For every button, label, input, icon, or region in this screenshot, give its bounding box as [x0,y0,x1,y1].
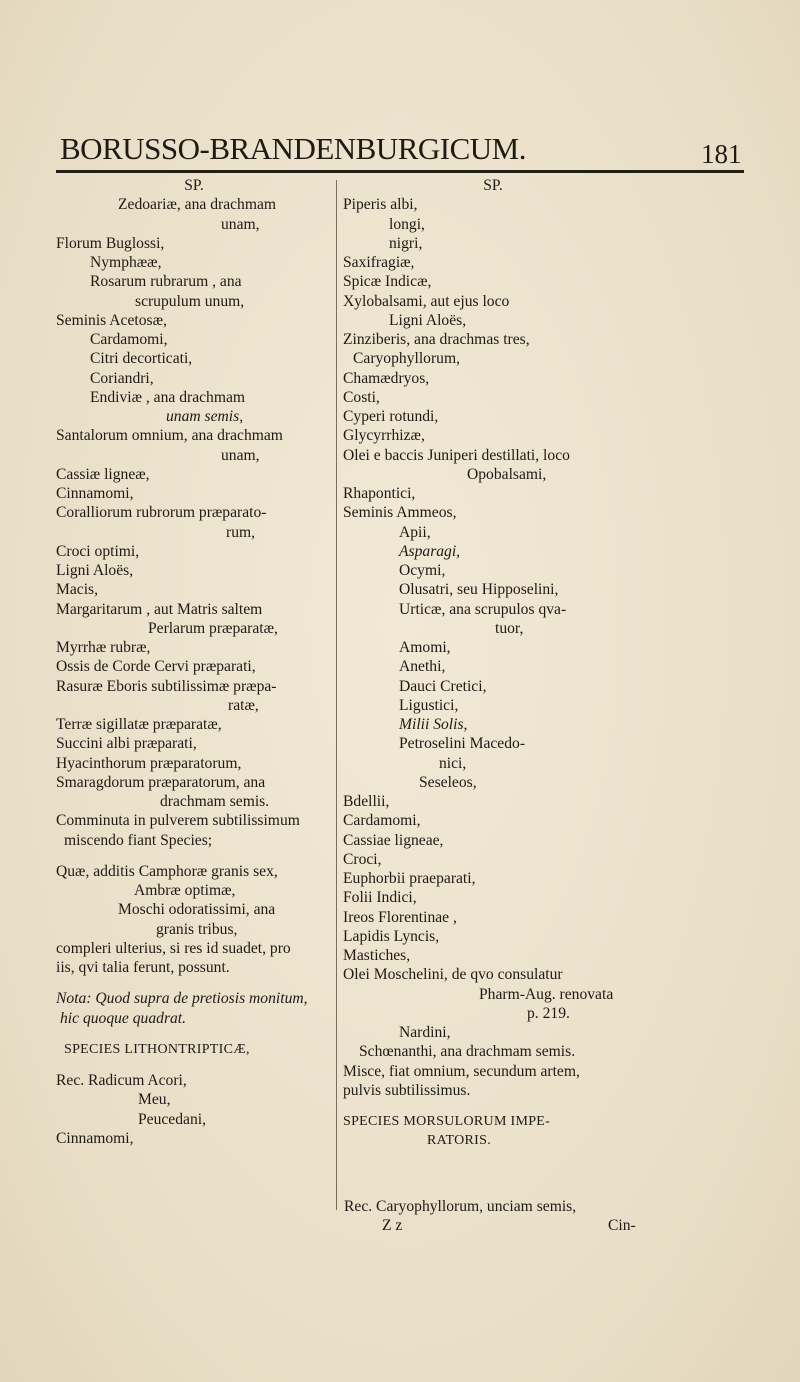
text-line: Pharm-Aug. renovata [479,985,614,1003]
running-title: BORUSSO-BRANDENBURGICUM. [60,131,526,166]
column-divider [336,180,337,1210]
text-line: Ireos Florentinae , [343,908,457,926]
text-line: Schœnanthi, ana drachmam semis. [359,1043,576,1061]
text-line: Cyperi rotundi, [343,408,439,425]
text-line: Dauci Cretici, [399,677,487,695]
text-line: Piperis albi, [343,196,418,214]
text-line: Croci, [343,850,382,868]
text-line: Milii Solis, [399,716,468,733]
blank-line [56,977,332,989]
text-line: Cinnamomi, [56,1129,134,1147]
text-line: miscendo fiant Species; [64,831,213,849]
text-line: Euphorbii praeparati, [343,870,476,887]
text-line: Cardamomi, [90,331,168,348]
text-line: Cassiae ligneae, [343,831,444,849]
text-line: Apii, [399,523,431,541]
left-column [56,176,332,1148]
text-line: Ocymi, [399,562,446,579]
text-line: drachmam semis. [160,793,270,810]
blank-line [56,850,332,862]
text-line: hic quoque quadrat. [60,1009,187,1027]
text-line: Comminuta in pulverem subtilissimum [56,812,300,830]
text-line: unam, [221,446,260,464]
text-line: Cinnamomi, [56,485,134,502]
text-line: compleri ulterius, si res id suadet, pro [56,939,291,957]
text-line: granis tribus, [156,920,238,938]
text-line: Margaritarum , aut Matris saltem [56,600,263,618]
signature-mark: Z z [382,1217,403,1235]
text-line: Macis, [56,581,99,599]
text-line: Petroselini Macedo- [399,735,526,753]
text-line: nici, [439,754,467,772]
text-line: Asparagi, [399,542,461,560]
text-line: Olusatri, seu Hipposelini, [399,581,559,599]
text-line: Bdellii, [343,793,390,810]
text-line: Zedoariæ, ana drachmam [118,196,277,214]
text-line: unam semis, [166,408,244,425]
text-line: Opobalsami, [467,465,547,483]
text-line: Caryophyllorum, [353,350,460,368]
text-line: Cassiæ ligneæ, [56,465,150,483]
text-line: Urticæ, ana scrupulos qva- [399,600,567,618]
text-line: Coriandri, [90,369,154,387]
text-line: Moschi odoratissimi, ana [118,901,276,919]
text-line: Chamædryos, [343,369,430,387]
text-line: Succini albi præparati, [56,735,197,753]
text-line: SP. [184,177,204,194]
text-line: Terræ sigillatæ præparatæ, [56,716,222,733]
text-line: Zinziberis, ana drachmas tres, [343,331,530,348]
text-line: Quæ, additis Camphoræ granis sex, [56,862,278,880]
right-column [343,176,643,1151]
text-line: Seminis Acetosæ, [56,311,167,329]
text-line: Cardamomi, [343,812,421,830]
text-line: SP. [483,177,503,194]
page-footer [344,1197,649,1236]
text-line: Lapidis Lyncis, [343,927,440,945]
text-line: Glycyrrhizæ, [343,427,425,445]
text-line: pulvis subtilissimus. [343,1081,471,1099]
text-line: Endiviæ , ana drachmam [90,388,246,406]
page-number: 181 [701,139,742,169]
running-header [56,130,746,170]
text-line: Costi, [343,388,380,406]
text-line: Anethi, [399,658,446,676]
text-line: rum, [226,523,256,541]
footer-line: Rec. Caryophyllorum, unciam semis, [344,1198,577,1215]
catchword: Cin- [608,1217,636,1235]
text-line: Amomi, [399,639,451,656]
text-line: Misce, fiat omnium, secundum artem, [343,1062,580,1080]
text-line: Spicæ Indicæ, [343,273,432,291]
text-line: Smaragdorum præparatorum, ana [56,773,266,791]
header-rule [56,170,744,173]
text-line: Rec. Radicum Acori, [56,1072,187,1089]
text-line: SPECIES LITHONTRIPTICÆ, [64,1041,250,1057]
text-line: Seseleos, [419,773,477,791]
blank-line [343,1100,643,1112]
text-line: Ligni Aloës, [389,311,467,329]
text-line: ratæ, [228,696,259,714]
text-line: Peucedani, [138,1110,206,1128]
blank-line [56,1028,332,1040]
text-line: Ambræ optimæ, [134,882,236,899]
text-line: Nardini, [399,1024,451,1041]
text-line: p. 219. [527,1004,570,1022]
text-line: nigri, [389,234,423,252]
text-line: scrupulum unum, [135,292,245,310]
text-line: Ligustici, [399,696,459,714]
text-line: Myrrhæ rubræ, [56,639,151,656]
text-line: RATORIS. [427,1133,491,1149]
text-line: Santalorum omnium, ana drachmam [56,427,283,445]
text-line: Rasuræ Eboris subtilissimæ præpa- [56,677,277,695]
text-line: SPECIES MORSULORUM IMPE- [343,1114,551,1129]
text-line: Seminis Ammeos, [343,504,457,522]
text-line: Croci optimi, [56,542,140,560]
text-line: longi, [389,215,425,233]
text-line: Saxifragiæ, [343,254,415,271]
text-line: Olei e baccis Juniperi destillati, loco [343,446,570,464]
text-line: Hyacinthorum præparatorum, [56,754,242,772]
text-line: Mastiches, [343,947,411,964]
text-line: Perlarum præparatæ, [148,619,278,637]
text-line: Citri decorticati, [90,350,193,368]
blank-line [56,1059,332,1071]
text-line: Florum Buglossi, [56,234,165,252]
text-line: Folii Indici, [343,889,417,907]
text-line: Nota: Quod supra de pretiosis monitum, [56,990,308,1008]
text-line: Rhapontici, [343,485,416,502]
text-line: Meu, [138,1091,171,1109]
text-line: Ossis de Corde Cervi præparati, [56,658,256,676]
text-line: Rosarum rubrarum , ana [90,273,242,291]
text-line: unam, [221,215,260,233]
text-line: tuor, [495,619,524,637]
text-line: Olei Moschelini, de qvo consulatur [343,966,563,984]
text-line: Xylobalsami, aut ejus loco [343,292,510,310]
text-line: Nymphææ, [90,254,162,271]
text-line: Coralliorum rubrorum præparato- [56,504,267,522]
text-line: iis, qvi talia ferunt, possunt. [56,959,230,976]
footer-marks [344,1216,649,1235]
text-line: Ligni Aloës, [56,562,134,579]
